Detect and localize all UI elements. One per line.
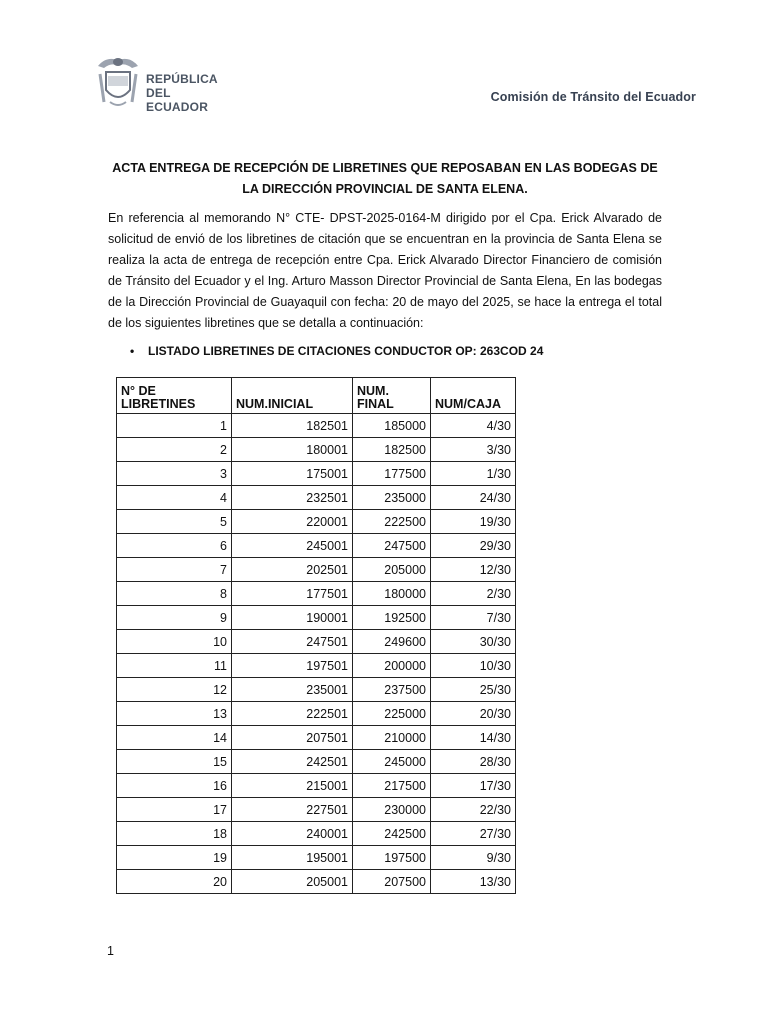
table-cell: 215001 — [232, 774, 353, 798]
table-cell: 235000 — [353, 486, 431, 510]
table-cell: 185000 — [353, 414, 431, 438]
table-row — [117, 438, 516, 462]
table-cell: 22/30 — [431, 798, 516, 822]
table-row — [117, 678, 516, 702]
table-row — [117, 870, 516, 894]
table-cell: 210000 — [353, 726, 431, 750]
table-row — [117, 726, 516, 750]
table-cell: 19/30 — [431, 510, 516, 534]
table-cell: 29/30 — [431, 534, 516, 558]
table-cell: 177500 — [353, 462, 431, 486]
table-cell: 12/30 — [431, 558, 516, 582]
table-cell: 220001 — [232, 510, 353, 534]
table-row — [117, 846, 516, 870]
table-row — [117, 462, 516, 486]
table-row — [117, 486, 516, 510]
table-cell: 202501 — [232, 558, 353, 582]
body-paragraph: En referencia al memorando N° CTE- DPST-2025-0164-M dirigido por el Cpa. Erick Alvarado de solicitud de envió de los libretines de citación que se encuentran en la provincia de Santa Elena se realiza la acta de entrega de recepción entre Cpa. Erick Alvarado Director Financiero de comisión de Tránsito del Ecuador y el Ing. Arturo Masson Director Provincial de Santa Elena, En las bodegas de la Dirección Provincial de Guayaquil con fecha: 20 de mayo del 2025, se hace la entrega el total de los siguientes libretines que se detalla a continuación: — [108, 211, 662, 330]
table-row — [117, 750, 516, 774]
table-cell: 177501 — [232, 582, 353, 606]
table-cell: 19 — [117, 846, 232, 870]
table-cell: 30/30 — [431, 630, 516, 654]
table-cell: 227501 — [232, 798, 353, 822]
table-cell: 3 — [117, 462, 232, 486]
table-row — [117, 774, 516, 798]
table-cell: 247501 — [232, 630, 353, 654]
table-row — [117, 654, 516, 678]
table-cell: 197501 — [232, 654, 353, 678]
table-cell: 11 — [117, 654, 232, 678]
table-cell: 245000 — [353, 750, 431, 774]
coat-of-arms-icon — [94, 52, 142, 112]
table-cell: 25/30 — [431, 678, 516, 702]
table-cell: 180000 — [353, 582, 431, 606]
table-cell: 197500 — [353, 846, 431, 870]
header-cell: NUM. FINAL — [353, 378, 431, 414]
table-header-row — [117, 378, 516, 414]
table-cell: 3/30 — [431, 438, 516, 462]
organization-name: Comisión de Tránsito del Ecuador — [490, 90, 696, 104]
table-cell: 249600 — [353, 630, 431, 654]
republica-logo — [94, 52, 224, 112]
table-cell: 6 — [117, 534, 232, 558]
table-cell: 180001 — [232, 438, 353, 462]
table-cell: 14/30 — [431, 726, 516, 750]
table-cell: 1/30 — [431, 462, 516, 486]
table-row — [117, 558, 516, 582]
table-cell: 232501 — [232, 486, 353, 510]
table-cell: 190001 — [232, 606, 353, 630]
table-cell: 7/30 — [431, 606, 516, 630]
table-cell: 175001 — [232, 462, 353, 486]
table-cell: 242500 — [353, 822, 431, 846]
table-cell: 13 — [117, 702, 232, 726]
table-cell: 192500 — [353, 606, 431, 630]
table-cell: 1 — [117, 414, 232, 438]
table-row — [117, 630, 516, 654]
table-cell: 16 — [117, 774, 232, 798]
table-cell: 4 — [117, 486, 232, 510]
table-cell: 242501 — [232, 750, 353, 774]
table-cell: 237500 — [353, 678, 431, 702]
table-cell: 18 — [117, 822, 232, 846]
list-heading — [130, 344, 543, 358]
table-cell: 7 — [117, 558, 232, 582]
document-title: ACTA ENTREGA DE RECEPCIÓN DE LIBRETINES QUE REPOSABAN EN LAS BODEGAS DE LA DIRECCIÓN PROVINCIAL DE SANTA ELENA. — [112, 161, 658, 196]
table-cell: 195001 — [232, 846, 353, 870]
table-cell: 245001 — [232, 534, 353, 558]
table-cell: 9 — [117, 606, 232, 630]
table-cell: 24/30 — [431, 486, 516, 510]
header-cell: NUM/CAJA — [431, 378, 516, 414]
table-cell: 182501 — [232, 414, 353, 438]
table-cell: 27/30 — [431, 822, 516, 846]
table-row — [117, 822, 516, 846]
page-number: 1 — [107, 944, 114, 958]
table-cell: 13/30 — [431, 870, 516, 894]
table-cell: 2 — [117, 438, 232, 462]
list-heading-text: LISTADO LIBRETINES DE CITACIONES CONDUCTOR OP: 263COD 24 — [148, 344, 544, 358]
header-cell: N° DE LIBRETINES — [117, 378, 232, 414]
table-cell: 14 — [117, 726, 232, 750]
table-row — [117, 702, 516, 726]
table-cell: 200000 — [353, 654, 431, 678]
table-cell: 17 — [117, 798, 232, 822]
table-row — [117, 510, 516, 534]
table-cell: 17/30 — [431, 774, 516, 798]
table-cell: 217500 — [353, 774, 431, 798]
table-cell: 20 — [117, 870, 232, 894]
country-name: REPÚBLICA DEL ECUADOR — [146, 72, 218, 114]
table-cell: 235001 — [232, 678, 353, 702]
header-cell: NUM.INICIAL — [232, 378, 353, 414]
table-row — [117, 534, 516, 558]
table-cell: 230000 — [353, 798, 431, 822]
table-cell: 12 — [117, 678, 232, 702]
table-cell: 5 — [117, 510, 232, 534]
table-cell: 225000 — [353, 702, 431, 726]
table-row — [117, 414, 516, 438]
table-cell: 9/30 — [431, 846, 516, 870]
table-cell: 182500 — [353, 438, 431, 462]
libretines-table — [116, 377, 516, 894]
table-cell: 8 — [117, 582, 232, 606]
table-cell: 205000 — [353, 558, 431, 582]
table-row — [117, 798, 516, 822]
table-row — [117, 582, 516, 606]
table-cell: 15 — [117, 750, 232, 774]
table-cell: 207501 — [232, 726, 353, 750]
table-cell: 20/30 — [431, 702, 516, 726]
table-cell: 222500 — [353, 510, 431, 534]
bullet-icon: • — [130, 344, 135, 358]
table-cell: 28/30 — [431, 750, 516, 774]
table-cell: 2/30 — [431, 582, 516, 606]
table-row — [117, 606, 516, 630]
table-cell: 207500 — [353, 870, 431, 894]
table-cell: 240001 — [232, 822, 353, 846]
table-cell: 4/30 — [431, 414, 516, 438]
table-cell: 10/30 — [431, 654, 516, 678]
table-cell: 247500 — [353, 534, 431, 558]
table-cell: 205001 — [232, 870, 353, 894]
table-cell: 222501 — [232, 702, 353, 726]
table-cell: 10 — [117, 630, 232, 654]
